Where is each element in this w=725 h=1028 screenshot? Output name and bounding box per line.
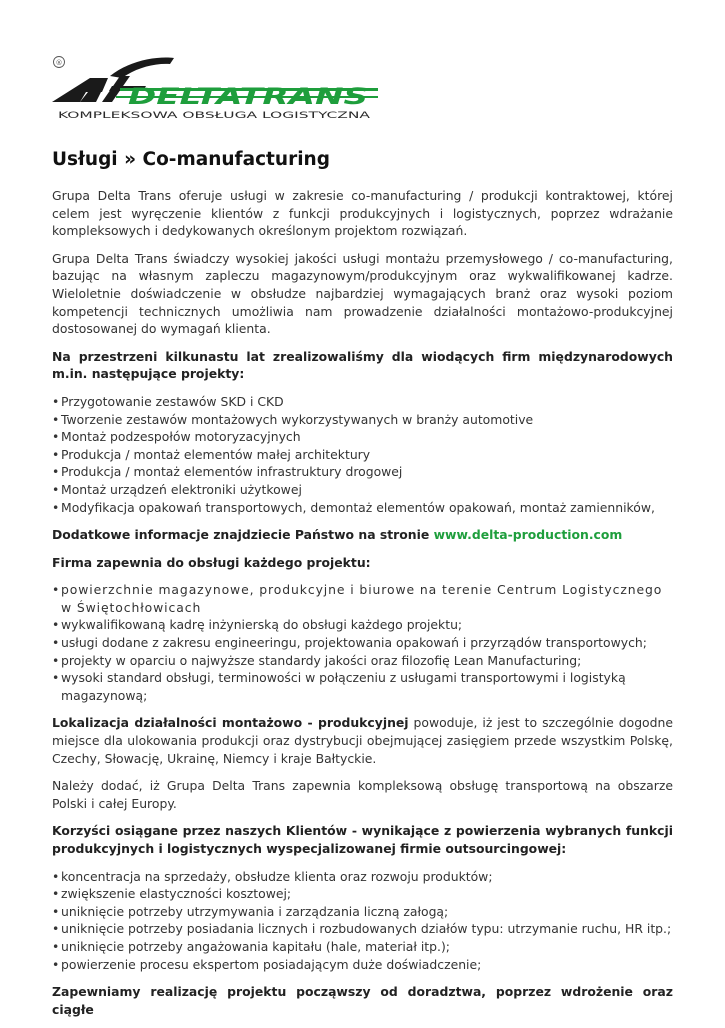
more-info-text: Dodatkowe informacje znajdziecie Państwo na stronie <box>52 527 434 543</box>
transport-paragraph: Należy dodać, iż Grupa Delta Trans zapewnia kompleksową obsługę transportową na obszarze Polski i całej Europy. <box>52 778 673 811</box>
benefits-list <box>52 868 673 974</box>
list-item: • zwiększenie elastyczności kosztowej; <box>52 885 673 903</box>
brand-text: DELTATRANS <box>128 85 368 110</box>
list-item: • Tworzenie zestawów montażowych wykorzystywanych w branży automotive <box>52 411 673 429</box>
projects-list <box>52 393 673 516</box>
location-text: powoduje, iż jest to szczególnie dogodne miejsce dla ulokowania produkcji oraz dystrybucji obejmującej zasięgiem przede wszystkim Polskę, Czechy, Słowację, Ukrainę, Niemcy i kraje Bałtyckie. <box>52 715 673 766</box>
article-content <box>52 147 673 1028</box>
registered-mark: ® <box>55 59 63 67</box>
location-bold: Lokalizacja działalności montażowo - produkcyjnej <box>52 715 409 731</box>
list-item: • koncentracja na sprzedaży, obsłudze klienta oraz rozwoju produktów; <box>52 868 673 886</box>
list-item: • uniknięcie potrzeby angażowania kapitału (hale, materiał itp.); <box>52 938 673 956</box>
logo-tagline: KOMPLEKSOWA OBSŁUGA LOGISTYCZNA <box>58 110 372 121</box>
more-info-line <box>52 526 673 544</box>
list-item: • Produkcja / montaż elementów małej architektury <box>52 446 673 464</box>
list-item: • powierzenie procesu ekspertom posiadającym duże doświadczenie; <box>52 956 673 974</box>
projects-heading: Na przestrzeni kilkunastu lat zrealizowaliśmy dla wiodących firm międzynarodowych m.in. następujące projekty: <box>52 348 673 382</box>
list-item: • uniknięcie potrzeby utrzymywania i zarządzania liczną załogą; <box>52 903 673 921</box>
list-item: • uniknięcie potrzeby posiadania licznych i rozbudowanych działów typu: utrzymanie ruchu, HR itp.; <box>52 920 673 938</box>
benefits-heading: Korzyści osiągane przez naszych Klientów - wynikające z powierzenia wybranych funkcji produkcyjnych i logistycznych wyspecjalizowanej firmie outsourcingowej: <box>52 823 673 856</box>
location-paragraph <box>52 714 673 767</box>
list-item: • powierzchnie magazynowe, produkcyjne i biurowe na terenie Centrum Logistycznego w Świętochłowicach <box>52 581 673 616</box>
list-item: • wysoki standard obsługi, terminowości w połączeniu z usługami transportowymi i logistyką magazynową; <box>52 669 673 704</box>
page-title: Usługi » Co-manufacturing <box>52 149 330 170</box>
list-item: • Montaż urządzeń elektroniki użytkowej <box>52 481 673 499</box>
delta-production-link[interactable]: www.delta-production.com <box>433 527 623 543</box>
company-heading: Firma zapewnia do obsługi każdego projektu: <box>52 554 371 570</box>
list-item: • Przygotowanie zestawów SKD i CKD <box>52 393 673 411</box>
closing-heading: Zapewniamy realizację projektu począwszy od doradztwa, poprzez wdrożenie oraz ciągłe <box>52 984 673 1017</box>
delta-trans-logo <box>50 52 380 124</box>
list-item: • Produkcja / montaż elementów infrastruktury drogowej <box>52 463 673 481</box>
intro-paragraph-2: Grupa Delta Trans świadczy wysokiej jakości usługi montażu przemysłowego / co-manufacturing, bazując na własnym zapleczu magazynowym/produkcyjnym oraz wykwalifikowanej kadrze. Wieloletnie doświadczenie w obsłudze najbardziej wymagających branż oraz wysoki poziom kompetencji technicznych umożliwia nam prowadzenie działalności montażowo-produkcyjnej dostosowanej do wymagań klienta. <box>52 250 673 337</box>
company-list <box>52 581 673 704</box>
list-item: • usługi dodane z zakresu engineeringu, projektowania opakowań i przyrządów transportowych; <box>52 634 673 652</box>
delta-trans-logo-graphic <box>50 52 380 124</box>
intro-paragraph-1: Grupa Delta Trans oferuje usługi w zakresie co-manufacturing / produkcji kontraktowej, której celem jest wyręczenie klientów z funkcji produkcyjnych i logistycznych, poprzez wdrażanie kompleksowych i dedykowanych określonym projektom rozwiązań. <box>52 188 673 239</box>
list-item: • Montaż podzespołów motoryzacyjnych <box>52 428 673 446</box>
list-item: • projekty w oparciu o najwyższe standardy jakości oraz filozofię Lean Manufacturing; <box>52 652 673 670</box>
list-item: • wykwalifikowaną kadrę inżynierską do obsługi każdego projektu; <box>52 616 673 634</box>
list-item: • Modyfikacja opakowań transportowych, demontaż elementów opakowań, montaż zamienników, <box>52 499 673 517</box>
